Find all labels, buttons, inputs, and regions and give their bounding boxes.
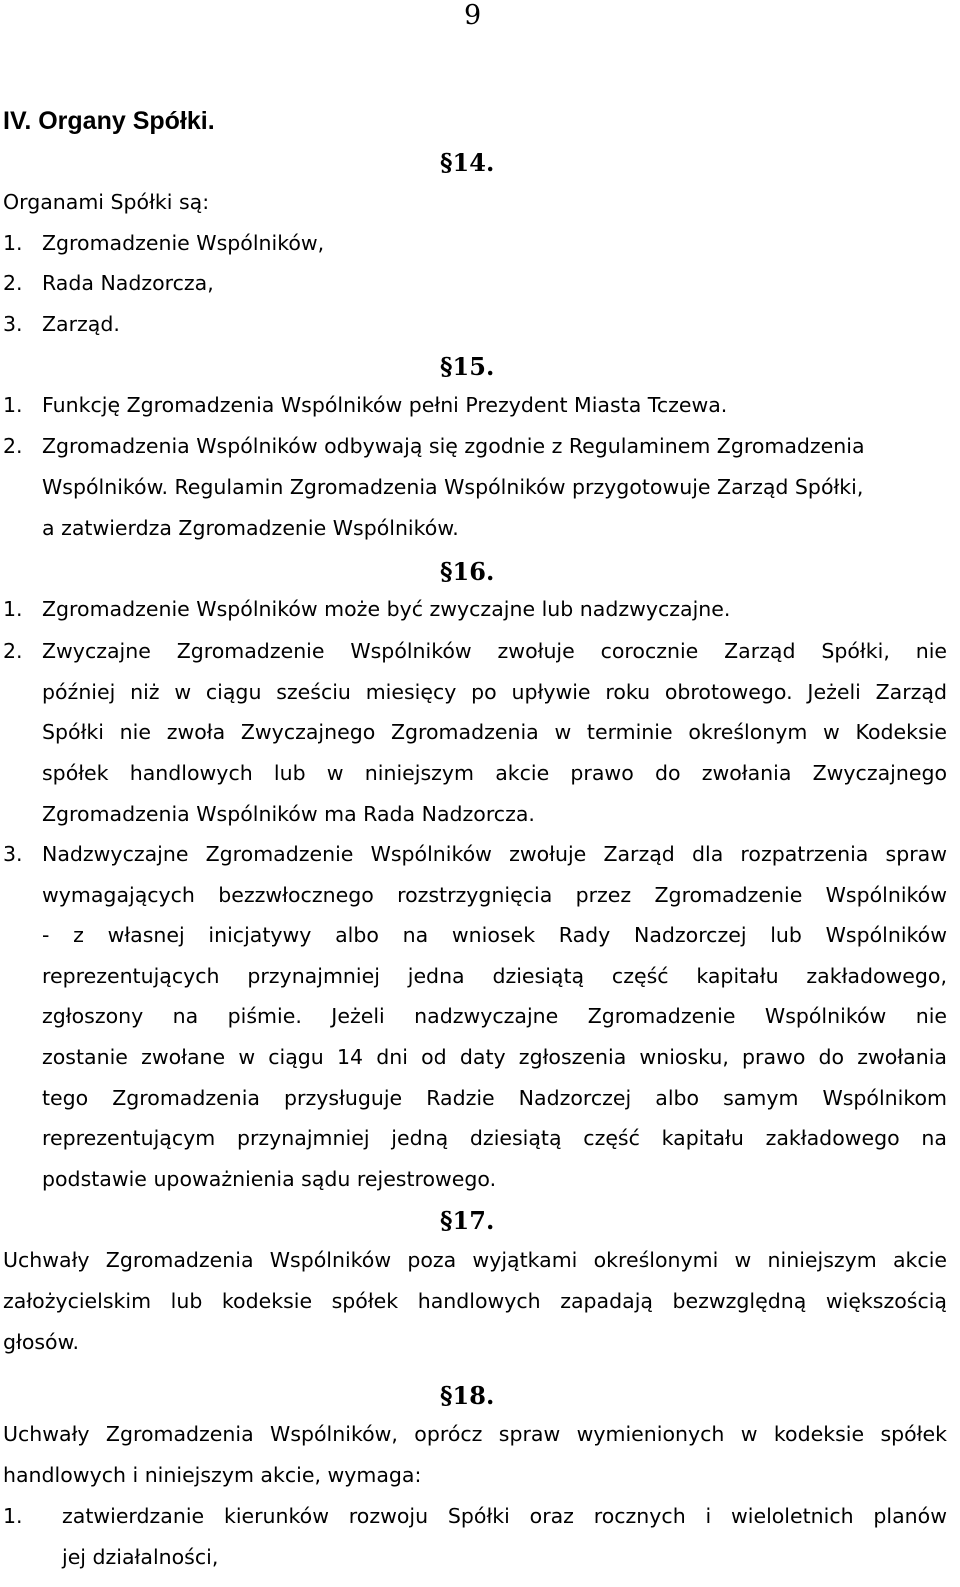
section-14-intro: Organami Spółki są: (3, 190, 210, 214)
list-item-text: Zgromadzenie Wspólników, (42, 231, 325, 255)
paragraph-line: Uchwały Zgromadzenia Wspólników, oprócz spraw wymienionych w kodeksie spółek (3, 1422, 947, 1446)
paragraph-line: podstawie upoważnienia sądu rejestrowego. (42, 1167, 497, 1191)
list-item-number: 1. (3, 1504, 23, 1528)
paragraph-line: Zwyczajne Zgromadzenie Wspólników zwołuje corocznie Zarząd Spółki, nie (42, 639, 947, 663)
paragraph-line: wymagających bezzwłocznego rozstrzygnięcia przez Zgromadzenie Wspólników (42, 883, 947, 907)
paragraph-line: Spółki nie zwoła Zwyczajnego Zgromadzenia w terminie określonym w Kodeksie (42, 720, 947, 744)
list-item-text: a zatwierdza Zgromadzenie Wspólników. (42, 516, 459, 540)
list-item-number: 2. (3, 434, 23, 458)
list-item-text: Zarząd. (42, 312, 120, 336)
paragraph-line: - z własnej inicjatywy albo na wniosek Rady Nadzorczej lub Wspólników (42, 923, 947, 947)
list-item-text: Wspólników. Regulamin Zgromadzenia Wspólników przygotowuje Zarząd Spółki, (42, 475, 864, 499)
paragraph-line: reprezentującym przynajmniej jedną dziesiątą część kapitału zakładowego na (42, 1126, 947, 1150)
paragraph-line: Nadzwyczajne Zgromadzenie Wspólników zwołuje Zarząd dla rozpatrzenia spraw (42, 842, 947, 866)
section-14-heading: §14. (440, 148, 495, 177)
list-item-number: 1. (3, 597, 23, 621)
list-item-number: 1. (3, 393, 23, 417)
chapter-title: IV. Organy Spółki. (3, 107, 215, 135)
list-item-number: 3. (3, 842, 23, 866)
section-17-heading: §17. (440, 1206, 495, 1235)
paragraph-line: Zgromadzenia Wspólników ma Rada Nadzorcza. (42, 802, 535, 826)
list-item-text: Funkcję Zgromadzenia Wspólników pełni Prezydent Miasta Tczewa. (42, 393, 728, 417)
section-16-heading: §16. (440, 557, 495, 586)
list-item-text: Rada Nadzorcza, (42, 271, 214, 295)
list-item-text: Zgromadzenia Wspólników odbywają się zgodnie z Regulaminem Zgromadzenia (42, 434, 865, 458)
paragraph-line: zgłoszony na piśmie. Jeżeli nadzwyczajne Zgromadzenie Wspólników nie (42, 1004, 947, 1028)
page-number: 9 (464, 0, 482, 31)
list-item-number: 2. (3, 639, 23, 663)
paragraph-line: Uchwały Zgromadzenia Wspólników poza wyjątkami określonymi w niniejszym akcie (3, 1248, 947, 1272)
paragraph-line: później niż w ciągu sześciu miesięcy po upływie roku obrotowego. Jeżeli Zarząd (42, 680, 947, 704)
paragraph-line: głosów. (3, 1330, 80, 1354)
paragraph-line: reprezentujących przynajmniej jedna dziesiątą część kapitału zakładowego, (42, 964, 947, 988)
paragraph-line: jej działalności, (62, 1545, 219, 1569)
paragraph-line: zostanie zwołane w ciągu 14 dni od daty zgłoszenia wniosku, prawo do zwołania (42, 1045, 947, 1069)
paragraph-line: tego Zgromadzenia przysługuje Radzie Nadzorczej albo samym Wspólnikom (42, 1086, 947, 1110)
paragraph-line: spółek handlowych lub w niniejszym akcie prawo do zwołania Zwyczajnego (42, 761, 947, 785)
list-item-number: 1. (3, 231, 23, 255)
section-15-heading: §15. (440, 352, 495, 381)
section-18-heading: §18. (440, 1381, 495, 1410)
list-item-number: 2. (3, 271, 23, 295)
paragraph-line: handlowych i niniejszym akcie, wymaga: (3, 1463, 422, 1487)
paragraph-line: zatwierdzanie kierunków rozwoju Spółki oraz rocznych i wieloletnich planów (62, 1504, 947, 1528)
list-item-number: 3. (3, 312, 23, 336)
list-item-text: Zgromadzenie Wspólników może być zwyczajne lub nadzwyczajne. (42, 597, 731, 621)
paragraph-line: założycielskim lub kodeksie spółek handlowych zapadają bezwzględną większością (3, 1289, 947, 1313)
